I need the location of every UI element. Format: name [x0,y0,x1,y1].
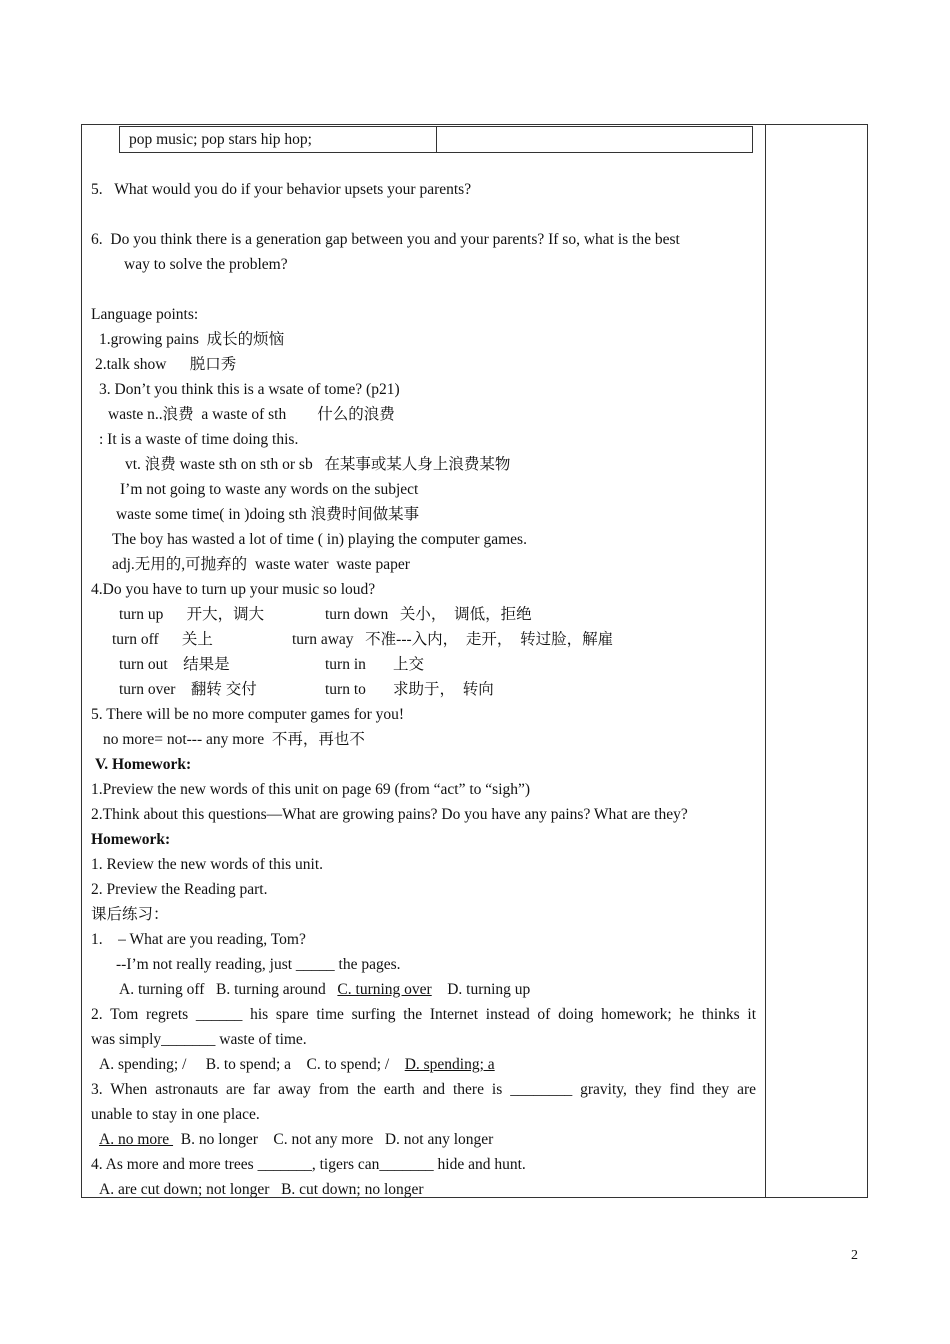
exercise-1-question: 1. – What are you reading, Tom? [91,931,306,948]
lp-line-17: no more= not--- any more 不再，再也不 [103,731,365,748]
homework-item-3: 1. Review the new words of this unit. [91,856,324,873]
homework-title: V. Homework: [95,756,192,773]
exercise-1-option-d: D. turning up [431,981,531,998]
exercise-1-dialogue: --I’m not really reading, just _____ the pages. [116,956,401,973]
table-cell-left: pop music; pop stars hip hop; [129,131,312,148]
exercise-2-options-abc: A. spending; / B. to spend; a C. to spend; / [99,1056,405,1073]
homework-item-1: 1.Preview the new words of this unit on page 69 (from “act” to “sigh”) [91,781,531,798]
lp-line-3: 3. Don’t you think this is a wsate of tome? (p21) [99,381,400,398]
phrase-turn-to: turn to 求助于， 转向 [325,681,494,698]
phrase-turn-off: turn off 关上 [112,631,213,648]
lp-line-5: : It is a waste of time doing this. [99,431,299,448]
exercise-title: 课后练习： [91,906,169,923]
lp-line-16: 5. There will be no more computer games for you! [91,706,405,723]
phrase-turn-down: turn down 关小， 调低，拒绝 [325,606,532,623]
exercise-2-question: 2. Tom regrets ______ his spare time surfing the Internet instead of doing homework; he thinks it [91,1006,756,1023]
exercise-2-answer: D. spending; a [404,1056,495,1073]
question-5: 5. What would you do if your behavior upsets your parents? [91,181,472,198]
exercise-3-options-bcd: B. no longer C. not any more D. not any longer [173,1131,494,1148]
phrase-turn-away: turn away 不准---入内， 走开， 转过脸，解雇 [292,631,614,648]
exercise-3-options [99,1130,493,1150]
exercise-3-question-cont: unable to stay in one place. [91,1106,260,1123]
phrase-turn-up: turn up 开大，调大 [119,606,265,623]
lp-line-6: vt. 浪费 waste sth on sth or sb 在某事或某人身上浪费某物 [125,456,511,473]
exercise-3-answer: A. no more [99,1131,174,1148]
inner-table-divider [436,127,437,152]
phrase-turn-out: turn out 结果是 [119,656,230,673]
homework-item-2: 2.Think about this questions—What are growing pains? Do you have any pains? What are they? [91,806,688,823]
page-number: 2 [851,1248,858,1263]
lp-line-9: The boy has wasted a lot of time ( in) playing the computer games. [112,531,527,548]
exercise-4-options: A. are cut down; not longer B. cut down; no longer [99,1181,424,1198]
lp-line-2: 2.talk show 脱口秀 [95,356,237,373]
exercise-1-options-ab: A. turning off B. turning around [119,981,338,998]
lp-line-4: waste n..浪费 a waste of sth 什么的浪费 [108,406,395,423]
question-6-line1: 6. Do you think there is a generation gap between you and your parents? If so, what is the best [91,231,680,248]
exercise-1-answer: C. turning over [337,981,432,998]
lp-line-7: I’m not going to waste any words on the subject [120,481,419,498]
table-column-divider [765,124,766,1198]
exercise-2-options [99,1055,495,1075]
lp-line-1: 1.growing pains 成长的烦恼 [99,331,285,348]
homework-item-4: 2. Preview the Reading part. [91,881,268,898]
lp-line-10: adj.无用的,可抛弃的 waste water waste paper [112,556,410,573]
exercise-2-question-cont: was simply_______ waste of time. [91,1031,307,1048]
language-points-title: Language points: [91,306,199,323]
inner-table [119,126,753,153]
lp-line-11: 4.Do you have to turn up your music so loud? [91,581,376,598]
exercise-1-options [119,980,530,1000]
question-6-line2: way to solve the problem? [124,256,288,273]
lp-line-8: waste some time( in )doing sth 浪费时间做某事 [116,506,420,523]
phrase-turn-over: turn over 翻转 交付 [119,681,257,698]
phrase-turn-in: turn in 上交 [325,656,425,673]
homework-title-2: Homework: [91,831,171,848]
exercise-4-question: 4. As more and more trees _______, tigers can_______ hide and hunt. [91,1156,526,1173]
exercise-3-question: 3. When astronauts are far away from the earth and there is ________ gravity, they find they are [91,1081,756,1098]
